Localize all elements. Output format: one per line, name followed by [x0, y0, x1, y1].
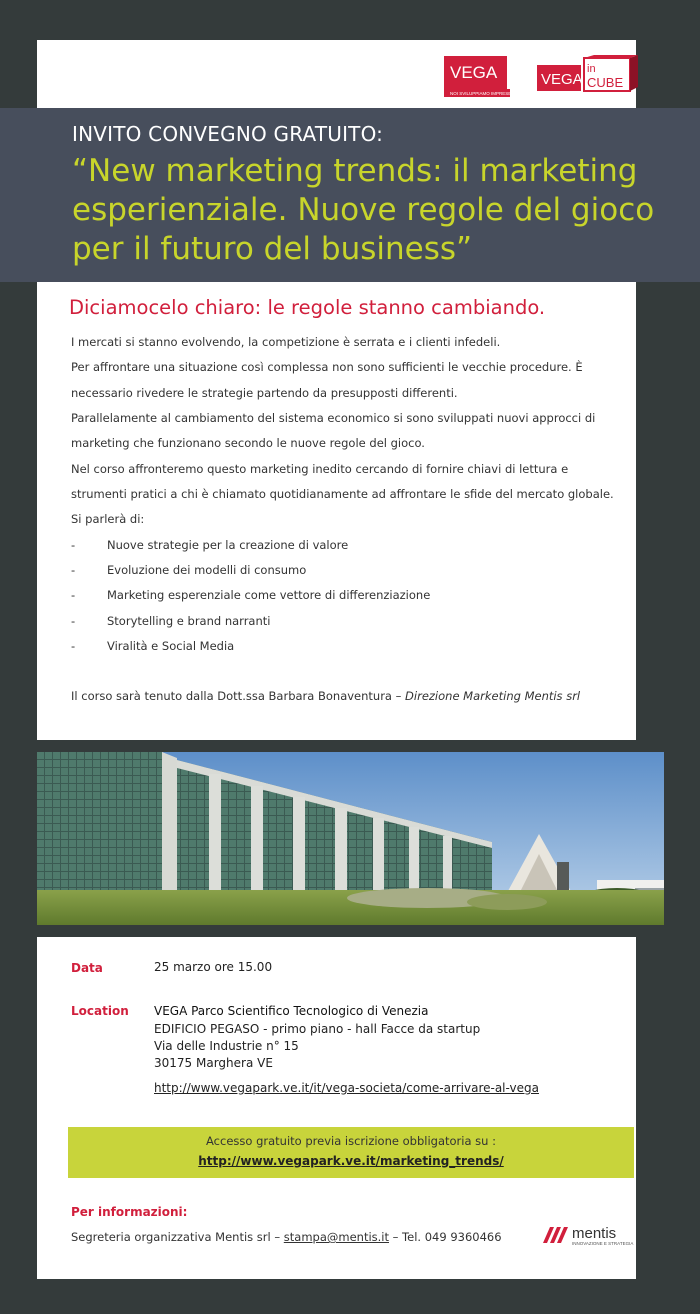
- bullet-marker: -: [71, 563, 76, 577]
- contact-line: [71, 1230, 502, 1244]
- logo-header: [37, 40, 636, 110]
- body-line: Nel corso affronteremo questo marketing inedito cercando di fornire chiavi di lettura e: [71, 462, 569, 476]
- contact-email-link[interactable]: stampa@mentis.it: [283, 1230, 389, 1244]
- contact-prefix: Segreteria organizzativa Mentis srl –: [71, 1230, 284, 1244]
- date-label: Data: [71, 961, 103, 975]
- location-line: Via delle Industrie n° 15: [154, 1039, 299, 1053]
- speaker-role: Direzione Marketing Mentis srl: [405, 689, 581, 703]
- body-line: Parallelamente al cambiamento del sistema economico si sono sviluppati nuovi approcci di: [71, 411, 596, 425]
- location-label: Location: [71, 1004, 129, 1018]
- event-title: [72, 152, 662, 269]
- bullet-marker: -: [71, 614, 76, 628]
- location-line: 30175 Marghera VE: [154, 1056, 273, 1070]
- topic-item: Viralità e Social Media: [107, 639, 235, 653]
- cube-logo-cube: CUBE: [587, 75, 624, 90]
- registration-text: Accesso gratuito previa iscrizione obbligatoria su :: [206, 1134, 496, 1148]
- mentis-logo-tagline: INNOVAZIONE E STRATEGIA: [572, 1241, 634, 1246]
- registration-link[interactable]: http://www.vegapark.ve.it/marketing_trends/: [198, 1154, 504, 1168]
- directions-link[interactable]: http://www.vegapark.ve.it/it/vega-societa/come-arrivare-al-vega: [154, 1081, 539, 1095]
- mentis-logo[interactable]: [537, 1223, 635, 1247]
- bullet-marker: -: [71, 538, 76, 552]
- event-title-line: per il futuro del business”: [72, 231, 473, 267]
- location-line: EDIFICIO PEGASO - primo piano - hall Facce da startup: [154, 1022, 481, 1036]
- body-line: Si parlerà di:: [71, 512, 145, 526]
- invite-kicker: INVITO CONVEGNO GRATUITO:: [72, 122, 384, 146]
- vega-logo[interactable]: [444, 56, 511, 97]
- topic-item: Marketing esperenziale come vettore di differenziazione: [107, 588, 431, 602]
- info-heading: Per informazioni:: [71, 1205, 188, 1219]
- topic-item: Nuove strategie per la creazione di valore: [107, 538, 349, 552]
- body-line: strumenti pratici a chi è chiamato quotidianamente ad affrontare le sfide del mercato globale.: [71, 487, 614, 501]
- cube-logo-text: VEGA: [541, 71, 583, 88]
- speaker-name: Il corso sarà tenuto dalla Dott.ssa Barbara Bonaventura –: [71, 689, 406, 703]
- topic-item: Storytelling e brand narranti: [107, 614, 271, 628]
- vega-logo-text: VEGA: [450, 63, 498, 82]
- bullet-marker: -: [71, 639, 76, 653]
- vega-in-cube-logo[interactable]: [537, 55, 639, 96]
- location-name: VEGA Parco Scientifico Tecnologico di Venezia: [154, 1004, 429, 1018]
- registration-box: [68, 1127, 634, 1178]
- body-line: marketing che funzionano secondo le nuove regole del gioco.: [71, 436, 425, 450]
- vega-logo-tagline: NOI SVILUPPIAMO IMPRESE: [450, 91, 511, 96]
- building-photo: [37, 752, 664, 925]
- cube-logo-in: in: [587, 63, 596, 75]
- body-line: Per affrontare una situazione così complessa non sono sufficienti le vecchie procedure. È: [71, 360, 583, 374]
- mentis-logo-text: mentis: [572, 1225, 617, 1242]
- event-title-line: esperienziale. Nuove regole del gioco: [72, 192, 655, 228]
- topic-item: Evoluzione dei modelli di consumo: [107, 563, 307, 577]
- event-details-card: [37, 937, 636, 1279]
- body-line: necessario rivedere le strategie partendo da presupposti differenti.: [71, 386, 458, 400]
- section-subtitle: Diciamocelo chiaro: le regole stanno cambiando.: [69, 296, 546, 319]
- body-line: I mercati si stanno evolvendo, la competizione è serrata e i clienti infedeli.: [71, 335, 501, 349]
- description-card: [37, 282, 636, 740]
- bullet-marker: -: [71, 588, 76, 602]
- contact-phone: – Tel. 049 9360466: [389, 1230, 502, 1244]
- speaker-line: [71, 689, 631, 703]
- date-value: 25 marzo ore 15.00: [154, 960, 273, 974]
- event-title-line: “New marketing trends: il marketing: [72, 153, 638, 189]
